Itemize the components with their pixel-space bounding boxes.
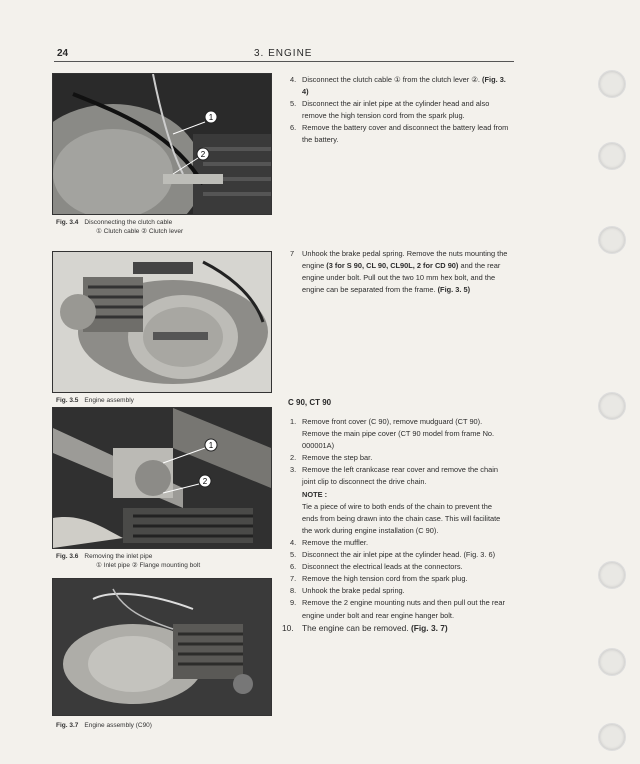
binder-hole [598,648,626,676]
note-text: Tie a piece of wire to both ends of the chain to prevent the ends from being drawn into the chain case. This will facilitate the work during engine installation (C 90). [302,501,501,535]
photo-fig-3-4 [52,73,272,215]
note-title: NOTE : [302,489,328,499]
caption-fig-3-7: Fig. 3.7 Engine assembly (C90) [56,722,152,729]
c90-step-6: 6. Disconnect the electrical leads at the connectors. [290,562,463,572]
step-7: 7 Unhook the brake pedal spring. Remove the nuts mounting the engine (3 for S 90, CL 90, CL90L, 2 for CD 90) and the rear engine under bolt. Pull out the two 10 mm hex bolt, and the engine can be separated from the frame. (Fig. 3. 5) [290,249,508,295]
c90-step-4: 4. Remove the muffler. [290,537,368,547]
binder-hole [598,392,626,420]
page-number: 24 [57,48,69,59]
binder-hole [598,561,626,589]
section-title: 3. ENGINE [254,48,313,59]
binder-hole [598,142,626,170]
photo-fig-3-7 [52,578,272,716]
step-6: 6. Remove the battery cover and disconnect the battery lead from the battery. [290,123,509,145]
callout-2: 2 [200,150,206,159]
c90-step-7: 7. Remove the high tension cord from the spark plug. [290,574,468,584]
c90-step-2: 2. Remove the step bar. [290,453,373,463]
step-4: 4. Disconnect the clutch cable ① from the clutch lever ②. (Fig. 3. 4) [290,75,506,97]
steps-top [288,74,510,147]
callout-1: 1 [208,113,214,122]
c90-step-3: 3. Remove the left crankcase rear cover and remove the chain joint clip to disconnect the drive chain. [290,465,498,487]
caption-fig-3-6: Fig. 3.6 Removing the inlet pipe ① Inlet pipe ② Flange mounting bolt [56,553,201,569]
step-5: 5. Disconnect the air inlet pipe at the cylinder head and also remove the high tension cord from the spark plug. [290,99,490,121]
caption-fig-3-5: Fig. 3.5 Engine assembly [56,397,134,404]
binder-hole [598,70,626,98]
c90-step-9: 9. Remove the 2 engine mounting nuts and then pull out the rear engine under bolt and rear engine hanger bolt. [290,598,505,620]
c90-step-1: 1. Remove front cover (C 90), remove mudguard (CT 90). Remove the main pipe cover (CT 90 model from frame No. 000001A) [290,417,495,451]
photo-fig-3-5 [52,251,272,393]
photo-fig-3-6 [52,407,272,549]
c90-step-5: 5. Disconnect the air inlet pipe at the cylinder head. (Fig. 3. 6) [290,550,496,560]
callout-2: 2 [202,477,208,486]
c90-step-10: 10. The engine can be removed. (Fig. 3. 7) [282,622,448,633]
section-c90-steps [282,416,510,634]
header-rule [54,61,514,62]
caption-fig-3-4: Fig. 3.4 Disconnecting the clutch cable ① Clutch cable ② Clutch lever [56,219,184,235]
c90-step-8: 8. Unhook the brake pedal spring. [290,586,405,596]
step-7-block [288,248,510,296]
binder-hole [598,723,626,751]
callout-1: 1 [208,441,214,450]
section-c90-title: C 90, CT 90 [288,398,332,407]
binder-hole [598,226,626,254]
